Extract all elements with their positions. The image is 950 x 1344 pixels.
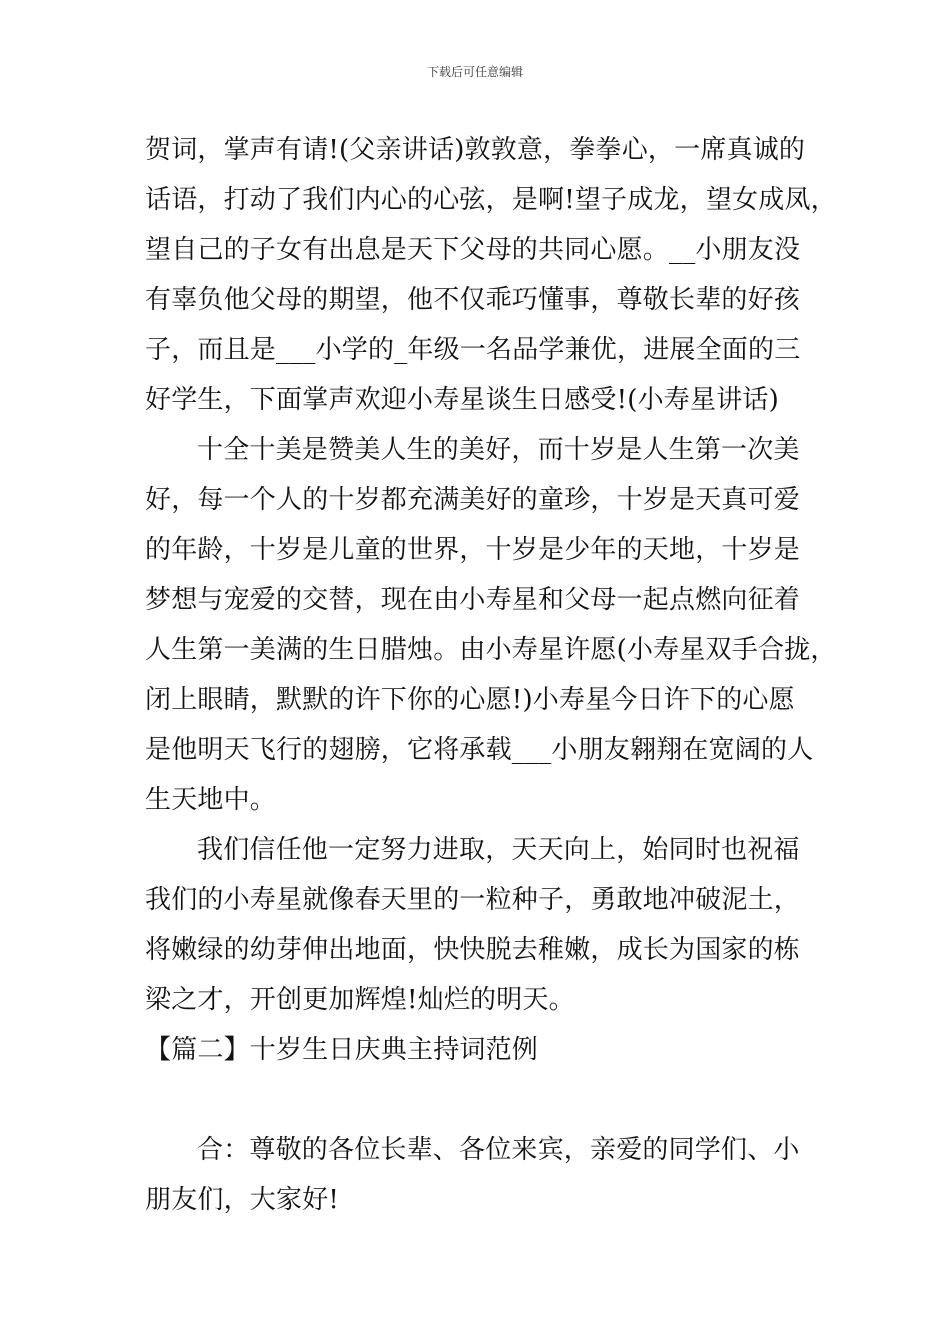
section-heading: 【篇二】十岁生日庆典主持词范例: [145, 1035, 539, 1065]
text-line: 人生第一美满的生日腊烛。由小寿星许愿(小寿星双手合拢，: [145, 635, 837, 665]
page-header-note: 下载后可任意编辑: [426, 65, 523, 79]
text-line: 朋友们，大家好!: [145, 1185, 340, 1215]
text-line: 生天地中。: [145, 785, 277, 815]
text-line: 闭上眼睛，默默的许下你的心愿!)小寿星今日许下的心愿: [145, 685, 795, 715]
document-body: [145, 125, 837, 1225]
blank-spacer: [145, 1075, 805, 1125]
text-line: 贺词，掌声有请!(父亲讲话)敦敦意，拳拳心，一席真诚的: [145, 135, 806, 165]
text-line: 望自己的子女有出息是天下父母的共同心愿。__小朋友没: [145, 235, 801, 265]
text-line: 子，而且是___小学的_年级一名品学兼优，进展全面的三: [145, 335, 801, 365]
text-line: 梦想与宠爱的交替，现在由小寿星和父母一起点燃向征着: [145, 585, 801, 615]
text-line: 好，每一个人的十岁都充满美好的童珍，十岁是天真可爱: [145, 485, 801, 515]
paragraph-start-line: 合：尊敬的各位长辈、各位来宾，亲爱的同学们、小: [197, 1135, 800, 1165]
paragraph-start-line: 十全十美是赞美人生的美好，而十岁是人生第一次美: [197, 435, 800, 465]
text-line: 将嫩绿的幼芽伸出地面，快快脱去稚嫩，成长为国家的栋: [145, 935, 801, 965]
paragraph-start-line: 我们信任他一定努力进取，天天向上，始同时也祝福: [197, 835, 800, 865]
text-line: 好学生，下面掌声欢迎小寿星谈生日感受!(小寿星讲话): [145, 385, 779, 415]
text-line: 有辜负他父母的期望，他不仅乖巧懂事，尊敬长辈的好孩: [145, 285, 801, 315]
text-line: 话语，打动了我们内心的心弦，是啊!望子成龙，望女成凤，: [145, 185, 837, 215]
text-line: 是他明天飞行的翅膀，它将承载___小朋友翱翔在宽阔的人: [145, 735, 814, 765]
text-line: 的年龄，十岁是儿童的世界，十岁是少年的天地，十岁是: [145, 535, 801, 565]
text-line: 我们的小寿星就像春天里的一粒种子，勇敢地冲破泥土，: [145, 885, 801, 915]
text-line: 梁之才，开创更加辉煌!灿烂的明天。: [145, 985, 575, 1015]
